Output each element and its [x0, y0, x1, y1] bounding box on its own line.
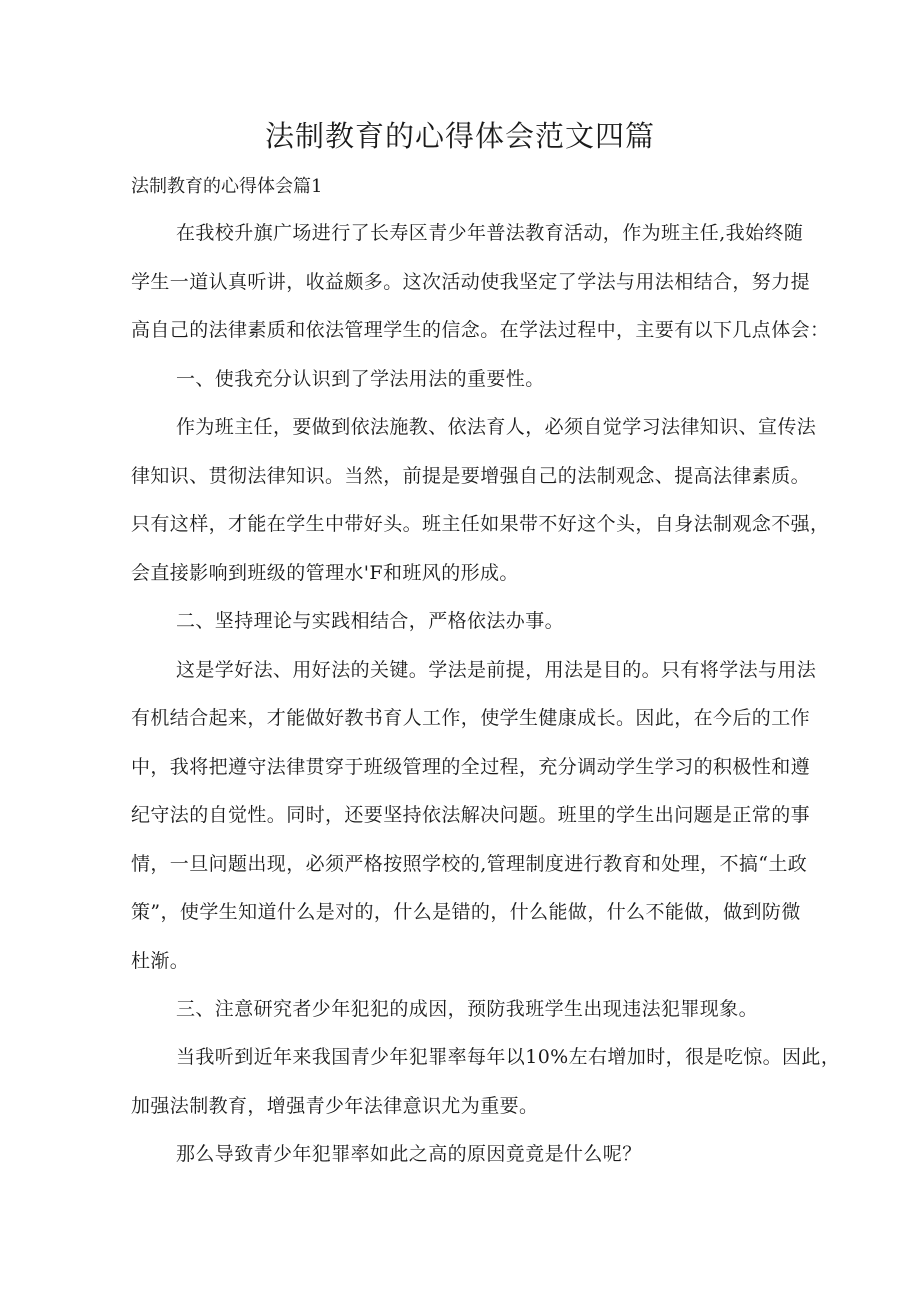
paragraph-line: 学生一道认真听讲，收益颇多。这次活动使我坚定了学法与用法相结合，努力提	[131, 271, 811, 293]
paragraph-line: 有机结合起来，才能做好教书育人工作，使学生健康成长。因此，在今后的工作	[131, 707, 811, 729]
paragraph-line: 会直接影响到班级的管理水'F和班风的形成。	[131, 562, 519, 584]
document-title: 法制教育的心得体会范文四篇	[264, 119, 655, 153]
paragraph-line: 只有这样，才能在学生中带好头。班主任如果带不好这个头，自身法制观念不强，	[131, 513, 830, 535]
paragraph-line: 加强法制教育，增强青少年法律意识尤为重要。	[131, 1095, 539, 1117]
paragraph-line: 在我校升旗广场进行了长寿区青少年普法教育活动，作为班主任,我始终随	[176, 222, 804, 244]
paragraph-line: 律知识、贯彻法律知识。当然，前提是要增强自己的法制观念、提高法律素质。	[131, 465, 811, 487]
paragraph-line: 作为班主任，要做到依法施教、依法育人，必须自觉学习法律知识、宣传法	[176, 416, 817, 438]
paragraph-line: 策”，使学生知道什么是对的，什么是错的，什么能做，什么不能做，做到防微	[131, 901, 801, 923]
paragraph-line: 二、坚持理论与实践相结合，严格依法办事。	[176, 610, 565, 632]
paragraph-line: 杜渐。	[131, 950, 190, 972]
paragraph-line: 情，一旦问题出现，必须严格按照学校的,管理制度进行教育和处理，不搞“土政	[131, 853, 808, 875]
paragraph-line: 当我听到近年来我国青少年犯罪率每年以10%左右增加时，很是吃惊。因此，	[176, 1046, 841, 1068]
paragraph-line: 那么导致青少年犯罪率如此之高的原因竟竟是什么呢？	[176, 1143, 642, 1165]
paragraph-line: 中，我将把遵守法律贯穿于班级管理的全过程，充分调动学生学习的积极性和遵	[131, 756, 811, 778]
section-heading: 法制教育的心得体会篇1	[131, 176, 323, 197]
paragraph-line: 一、使我充分认识到了学法用法的重要性。	[176, 368, 545, 390]
paragraph-line: 三、注意研究者少年犯犯的成因，预防我班学生出现违法犯罪现象。	[176, 998, 759, 1020]
paragraph-line: 纪守法的自觉性。同时，还要坚持依法解决问题。班里的学生出问题是正常的事	[131, 804, 811, 826]
paragraph-line: 这是学好法、用好法的关键。学法是前提，用法是目的。只有将学法与用法	[176, 659, 817, 681]
paragraph-line: 高自己的法律素质和依法管理学生的信念。在学法过程中，主要有以下几点体会：	[131, 319, 830, 341]
